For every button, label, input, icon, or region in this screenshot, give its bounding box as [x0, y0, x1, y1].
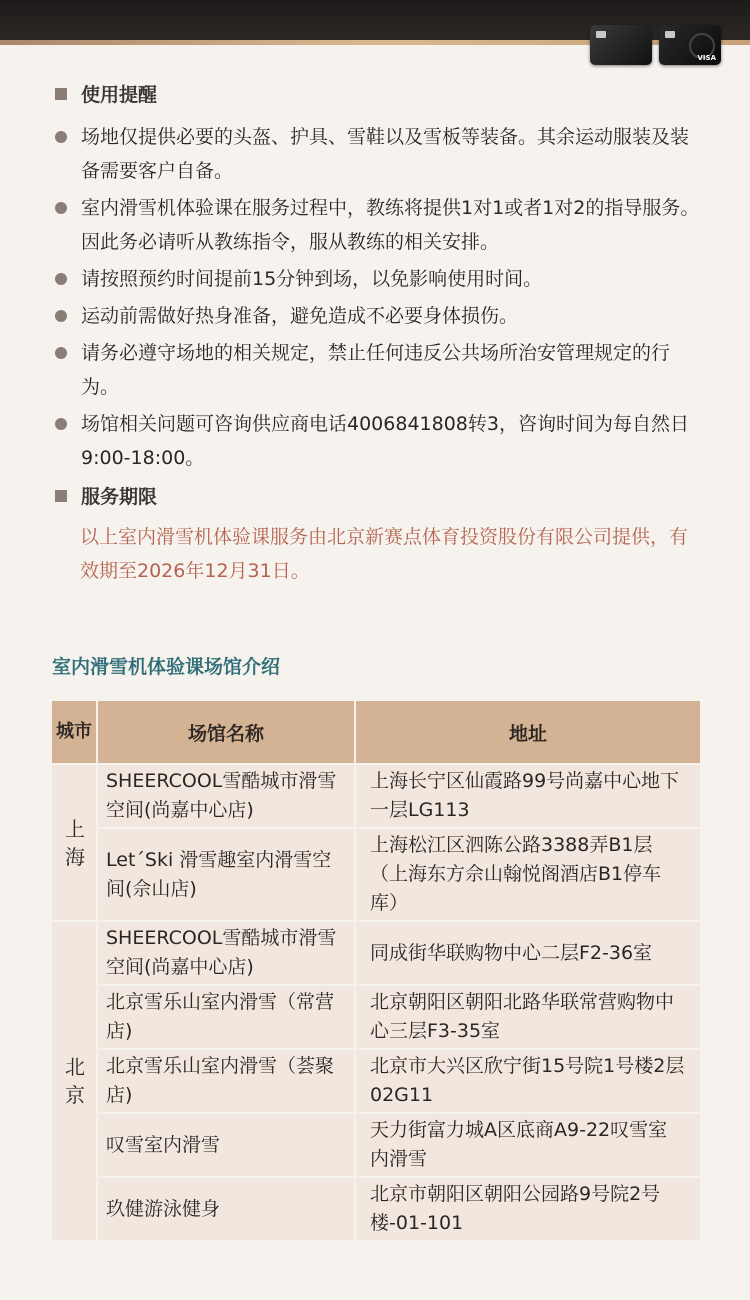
venue-table: [50, 699, 702, 1242]
list-item: 运动前需做好热身准备，避免造成不必要身体损伤。: [55, 299, 705, 333]
square-bullet-icon: [55, 88, 67, 100]
card-chip-icon: [665, 31, 675, 38]
city-cell-beijing: 北京: [51, 921, 97, 1241]
bullet-dot-icon: [55, 273, 67, 285]
venue-address-cell: 上海松江区泗陈公路3388弄B1层（上海东方佘山翰悦阁酒店B1停车库）: [355, 828, 701, 921]
venue-name-cell: 叹雪室内滑雪: [97, 1113, 355, 1177]
venue-name-cell: SHEERCOOL雪酷城市滑雪空间(尚嘉中心店): [97, 764, 355, 828]
column-header-city: 城市: [51, 700, 97, 764]
credit-card-image: [659, 25, 721, 65]
venue-name-cell: 北京雪乐山室内滑雪（常营店): [97, 985, 355, 1049]
bullet-dot-icon: [55, 131, 67, 143]
table-header-row: [51, 700, 701, 764]
period-title-text: 服务期限: [81, 486, 158, 508]
list-item: 室内滑雪机体验课在服务过程中，教练将提供1对1或者1对2的指导服务。因此务必请听从教练指令，服从教练的相关安排。: [55, 191, 705, 259]
venue-name-cell: Let´Ski 滑雪趣室内滑雪空间(佘山店): [97, 828, 355, 921]
list-item: 场馆相关问题可咨询供应商电话4006841808转3，咨询时间为每自然日9:00-18:00。: [55, 407, 705, 475]
square-bullet-icon: [55, 490, 67, 502]
list-item: 请务必遵守场地的相关规定，禁止任何违反公共场所治安管理规定的行为。: [55, 336, 705, 404]
list-item: 场地仅提供必要的头盔、护具、雪鞋以及雪板等装备。其余运动服装及装备需要客户自备。: [55, 120, 705, 188]
table-row: [51, 764, 701, 828]
bullet-dot-icon: [55, 202, 67, 214]
table-row: [51, 1049, 701, 1113]
city-cell-shanghai: 上海: [51, 764, 97, 921]
venue-address-cell: 北京市大兴区欣宁街15号院1号楼2层02G11: [355, 1049, 701, 1113]
venue-address-cell: 北京朝阳区朝阳北路华联常营购物中心三层F3-35室: [355, 985, 701, 1049]
column-header-venue: 场馆名称: [97, 700, 355, 764]
venue-address-cell: 天力街富力城A区底商A9-22叹雪室内滑雪: [355, 1113, 701, 1177]
venue-section-heading: 室内滑雪机体验课场馆介绍: [52, 656, 281, 678]
credit-card-image: [590, 25, 652, 65]
table-row: [51, 921, 701, 985]
table-row: [51, 1177, 701, 1241]
venue-address-cell: 上海长宁区仙霞路99号尚嘉中心地下一层LG113: [355, 764, 701, 828]
period-section-title: [55, 482, 157, 509]
usage-section-title: [55, 80, 157, 107]
venue-name-cell: 北京雪乐山室内滑雪（荟聚店): [97, 1049, 355, 1113]
venue-name-cell: 玖健游泳健身: [97, 1177, 355, 1241]
venue-address-cell: 北京市朝阳区朝阳公园路9号院2号楼-01-101: [355, 1177, 701, 1241]
table-row: [51, 985, 701, 1049]
visa-logo: VISA: [697, 54, 716, 62]
card-chip-icon: [596, 31, 606, 38]
bullet-dot-icon: [55, 418, 67, 430]
bullet-dot-icon: [55, 347, 67, 359]
column-header-address: 地址: [355, 700, 701, 764]
venue-name-cell: SHEERCOOL雪酷城市滑雪空间(尚嘉中心店): [97, 921, 355, 985]
venue-address-cell: 同成街华联购物中心二层F2-36室: [355, 921, 701, 985]
bullet-dot-icon: [55, 310, 67, 322]
service-period-text: 以上室内滑雪机体验课服务由北京新赛点体育投资股份有限公司提供，有效期至2026年12月31日。: [80, 526, 689, 582]
usage-title-text: 使用提醒: [81, 84, 158, 106]
table-row: [51, 828, 701, 921]
table-row: [51, 1113, 701, 1177]
usage-reminder-list: [55, 120, 705, 478]
list-item: 请按照预约时间提前15分钟到场，以免影响使用时间。: [55, 262, 705, 296]
